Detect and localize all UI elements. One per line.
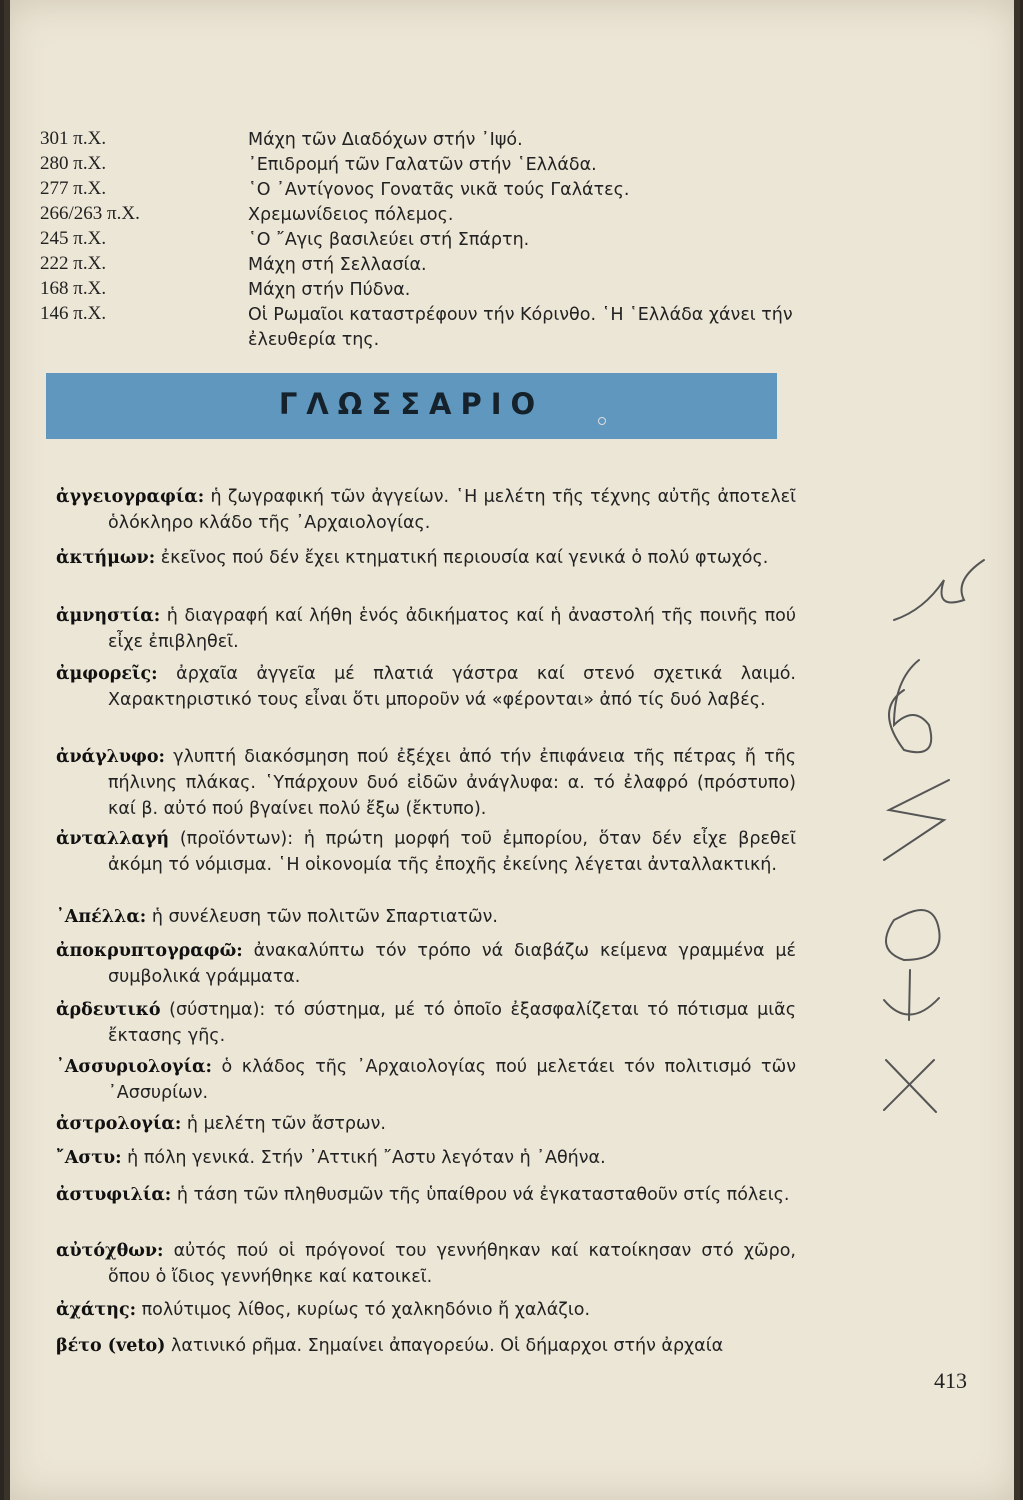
chronology-row [4,203,1020,228]
banner-dot-mark [598,417,606,425]
chronology-date: 280 π.Χ. [40,153,107,174]
chronology-row [4,303,1020,353]
glossary-definition: ἀνακαλύπτω τόν τρόπο νά διαβάζω κείμενα γραμμένα μέ συμβολικά γράμματα. [108,941,796,987]
glossary-term: ἀκτήμων: [56,548,156,568]
glossary-definition: πολύτιμος λίθος, κυρίως τό χαλκηδόνιο ἤ χαλάζιο. [136,1300,591,1320]
glossary-term: ᾿Ασσυριολογία: [56,1057,212,1077]
chronology-event: Οἱ Ρωμαῖοι καταστρέφουν τήν Κόρινθο. ῾Η ῾Ελλάδα χάνει τήν ἐλευθερία της. [248,305,793,350]
glossary-definition: ἡ μελέτη τῶν ἄστρων. [181,1114,386,1134]
glossary-entry [56,744,796,822]
glossary-term: βέτο (veto) [56,1336,166,1356]
chronology-event: ᾿Επιδρομή τῶν Γαλατῶν στήν ῾Ελλάδα. [248,155,597,175]
glossary-definition: ἡ διαγραφή καί λήθη ἑνός ἀδικήματος καί ἡ ἀναστολή τῆς ποινῆς πού εἶχε ἐπιβληθεῖ. [108,606,796,652]
glossary-term: ῎Αστυ: [56,1148,122,1168]
glossary-definition: ἡ ζωγραφική τῶν ἀγγείων. ῾Η μελέτη τῆς τέχνης αὐτῆς ἀποτελεῖ ὁλόκληρο κλάδο τῆς ᾿Αρχαιολογίας. [108,487,796,533]
glossary-definition: γλυπτή διακόσμηση πού ἐξέχει ἀπό τήν ἐπιφάνεια τῆς πέτρας ἤ τῆς πήλινης πλάκας. ῾Υπάρχουν δυό εἰδῶν ἀνάγλυφα: α. τό ἐλαφρό (πρόστυπο) καί β. αὐτό πού βγαίνει πολύ ἔξω (ἔκτυπο). [108,747,796,819]
chronology-event: Μάχη στήν Πύδνα. [248,280,411,300]
chronology-date: 277 π.Χ. [40,178,107,199]
chronology-row [4,278,1020,303]
glossary-entry [56,1145,796,1171]
glossary-definition: ἡ συνέλευση τῶν πολιτῶν Σπαρτιατῶν. [146,907,498,927]
glossary-definition: ἡ πόλη γενικά. Στήν ᾿Αττική ῎Αστυ λεγόταν ἡ ᾿Αθήνα. [121,1148,606,1168]
chronology-date: 266/263 π.Χ. [40,203,140,224]
chronology-date: 146 π.Χ. [40,303,107,324]
chronology-date: 245 π.Χ. [40,228,107,249]
glossary-term: ἀμνηστία: [56,606,161,626]
glossary-entry [56,826,796,878]
chronology-row [4,128,1020,153]
glossary-term: ᾿Απέλλα: [56,907,147,927]
glossary-definition: λατινικό ρῆμα. Σημαίνει ἀπαγορεύω. Οἱ δήμαρχοι στήν ἀρχαία [165,1336,724,1356]
glossary-entry [56,661,796,713]
glossary-term: ἀρδευτικό [56,1000,161,1020]
glossary-entry [56,1054,796,1106]
chronology-row [4,228,1020,253]
glossary-title: ΓΛΩΣΣΑΡΙΟ [278,387,545,421]
glossary-entry [56,1182,796,1208]
glossary-term: ἀστρολογία: [56,1114,182,1134]
glossary-entry [56,938,796,990]
glossary-definition: ἡ τάση τῶν πληθυσμῶν τῆς ὑπαίθρου νά ἐγκατασταθοῦν στίς πόλεις. [171,1185,790,1205]
glossary-definition: (σύστημα): τό σύστημα, μέ τό ὁποῖο ἐξασφαλίζεται τό πότισμα μιᾶς ἔκτασης γῆς. [108,1000,796,1046]
glossary-term: ἀχάτης: [56,1300,137,1320]
glossary-entry [56,1238,796,1290]
glossary-entry [56,997,796,1049]
glossary-term: ἀγγειογραφία: [56,487,205,507]
glossary-definition: (προϊόντων): ἡ πρώτη μορφή τοῦ ἐμπορίου, ὅταν δέν εἶχε βρεθεῖ ἀκόμη τό νόμισμα. ῾Η οἰκονομία τῆς ἐποχῆς ἐκείνης λέγεται ἀνταλλακτική. [108,829,796,875]
glossary-term: ἀμφορεῖς: [56,664,158,684]
chronology-event: ῾Ο ῎Αγις βασιλεύει στή Σπάρτη. [248,230,530,250]
chronology-event: Μάχη στή Σελλασία. [248,255,427,275]
glossary-term: ἀποκρυπτογραφῶ: [56,941,243,961]
page-number: 413 [934,1368,967,1393]
glossary-entry [56,484,796,536]
handwritten-note [864,520,1014,1120]
chronology-row [4,153,1020,178]
chronology-date: 301 π.Χ. [40,128,107,149]
chronology-row [4,178,1020,203]
chronology-event: Μάχη τῶν Διαδόχων στήν ᾿Ιψό. [248,130,523,150]
glossary-entry [56,1111,796,1137]
glossary-definition: ἐκεῖνος πού δέν ἔχει κτηματική περιουσία καί γενικά ὁ πολύ φτωχός. [155,548,769,568]
glossary-term: ἀστυφιλία: [56,1185,172,1205]
glossary-definition: αὐτός πού οἱ πρόγονοί του γεννήθηκαν καί κατοίκησαν στό χῶρο, ὅπου ὁ ἴδιος γεννήθηκε καί κατοικεῖ. [108,1241,796,1287]
glossary-entry [56,904,796,930]
chronology-date: 168 π.Χ. [40,278,107,299]
chronology-event: Χρεμωνίδειος πόλεμος. [248,205,454,225]
glossary-entry [56,545,796,571]
glossary-entry [56,1333,796,1359]
chronology-event: ῾Ο ᾿Αντίγονος Γονατᾶς νικᾶ τούς Γαλάτες. [248,180,630,200]
glossary-entry [56,1297,796,1323]
glossary-term: ἀνταλλαγή [56,829,170,849]
glossary-entry [56,603,796,655]
chronology-row [4,253,1020,278]
glossary-definition: ἀρχαῖα ἀγγεῖα μέ πλατιά γάστρα καί στενό σχετικά λαιμό. Χαρακτηριστικό τους εἶναι ὅτι μποροῦν νά «φέρονται» ἀπό τίς δυό λαβές. [108,664,796,710]
glossary-term: αὐτόχθων: [56,1241,164,1261]
glossary-banner [46,373,777,439]
glossary-term: ἀνάγλυφο: [56,747,166,767]
glossary-definition: ὁ κλάδος τῆς ᾿Αρχαιολογίας πού μελετάει τόν πολιτισμό τῶν ᾿Ασσυρίων. [108,1057,796,1103]
chronology-date: 222 π.Χ. [40,253,107,274]
book-page [4,0,1020,1500]
